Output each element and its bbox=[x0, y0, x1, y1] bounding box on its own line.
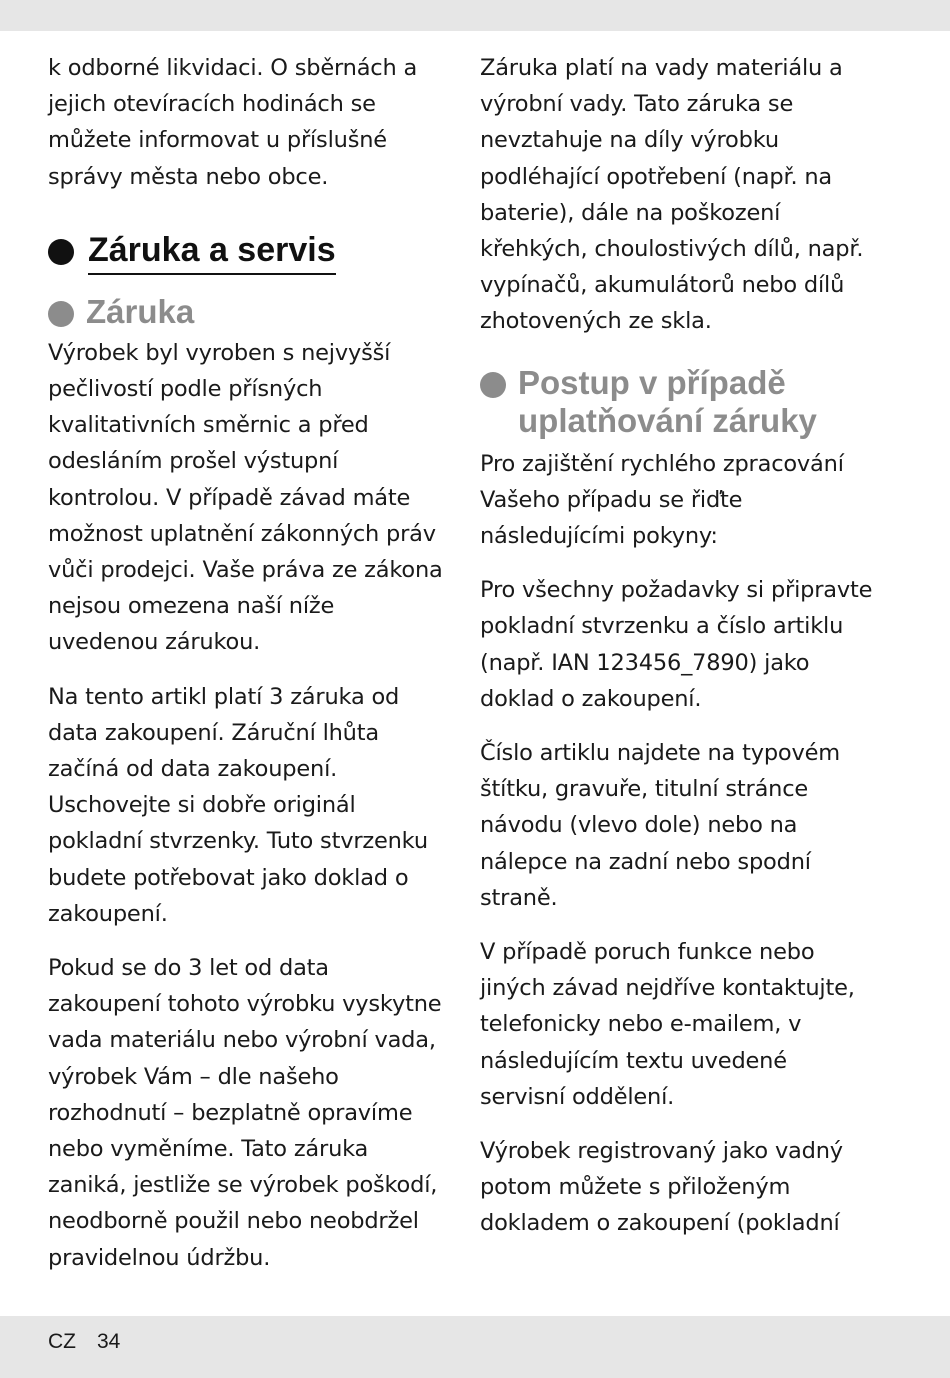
section-heading-warranty-service bbox=[48, 229, 448, 275]
section-heading-text: Záruka a servis bbox=[88, 229, 336, 275]
warranty-paragraph-2: Na tento artikl platí 3 záruka od data zakoupení. Záruční lhůta začíná od data zakoupení. Uschovejte si dobře originál pokladní stvrzenky. Tuto stvrzenku budete potřebovat jako doklad o zakoupení. bbox=[48, 683, 428, 927]
procedure-paragraph-3: Číslo artiklu najdete na typovém štítku, gravuře, titulní stránce návodu (vlevo dole) nebo na nálepce na zadní nebo spodní straně. bbox=[480, 740, 840, 911]
warranty-paragraph-4: Záruka platí na vady materiálu a výrobní vady. Tato záruka se nevztahuje na díly výrobku podléhající opotřebení (např. na baterie), dále na poškození křehkých, choulostivých dílů, např. vypínačů, akumulátorů nebo dílů zhotovených ze skla. bbox=[480, 55, 864, 335]
left-column bbox=[48, 50, 448, 1294]
page-number: 34 bbox=[97, 1330, 121, 1353]
subheading-text: Postup v případě uplatňování záruky bbox=[518, 363, 817, 439]
bullet-icon bbox=[48, 239, 74, 265]
warranty-paragraph-1: Výrobek byl vyroben s nejvyšší pečlivostí podle přísných kvalitativních směrnic a před odesláním prošel výstupní kontrolou. V případě závad máte možnost uplatnění zákonných práv vůči prodejci. Vaše práva ze zákona nejsou omezena naší níže uvedenou zárukou. bbox=[48, 339, 443, 656]
procedure-paragraph-4: V případě poruch funkce nebo jiných závad nejdříve kontaktujte, telefonicky nebo e-mailem, v následujícím textu uvedené servisní oddělení. bbox=[480, 939, 855, 1110]
warranty-paragraph-3: Pokud se do 3 let od data zakoupení tohoto výrobku vyskytne vada materiálu nebo výrobní vada, výrobek Vám – dle našeho rozhodnutí – bezplatně opravíme nebo vyměníme. Tato záruka zaniká, jestliže se výrobek poškodí, neodborně použil nebo neobdržel pravidelnou údržbu. bbox=[48, 955, 442, 1271]
language-code: CZ bbox=[48, 1330, 76, 1353]
subheading-warranty bbox=[48, 293, 448, 331]
intro-paragraph: k odborné likvidaci. O sběrnách a jejich otevíracích hodinách se můžete informovat u příslušné správy města nebo obce. bbox=[48, 55, 418, 190]
subheading-text: Záruka bbox=[86, 292, 195, 330]
page-footer bbox=[0, 1316, 950, 1378]
procedure-paragraph-5: Výrobek registrovaný jako vadný potom můžete s přiloženým dokladem o zakoupení (pokladní bbox=[480, 1138, 843, 1237]
right-column bbox=[480, 50, 875, 1260]
procedure-paragraph-1: Pro zajištění rychlého zpracování Vašeho případu se řiďte následujícími pokyny: bbox=[480, 450, 844, 550]
bullet-icon bbox=[48, 301, 74, 327]
bullet-icon bbox=[480, 372, 506, 398]
top-band bbox=[0, 0, 950, 31]
procedure-paragraph-2: Pro všechny požadavky si připravte pokladní stvrzenku a číslo artiklu (např. IAN 123456_7890) jako doklad o zakoupení. bbox=[480, 577, 873, 712]
subheading-claim-procedure bbox=[480, 364, 875, 440]
